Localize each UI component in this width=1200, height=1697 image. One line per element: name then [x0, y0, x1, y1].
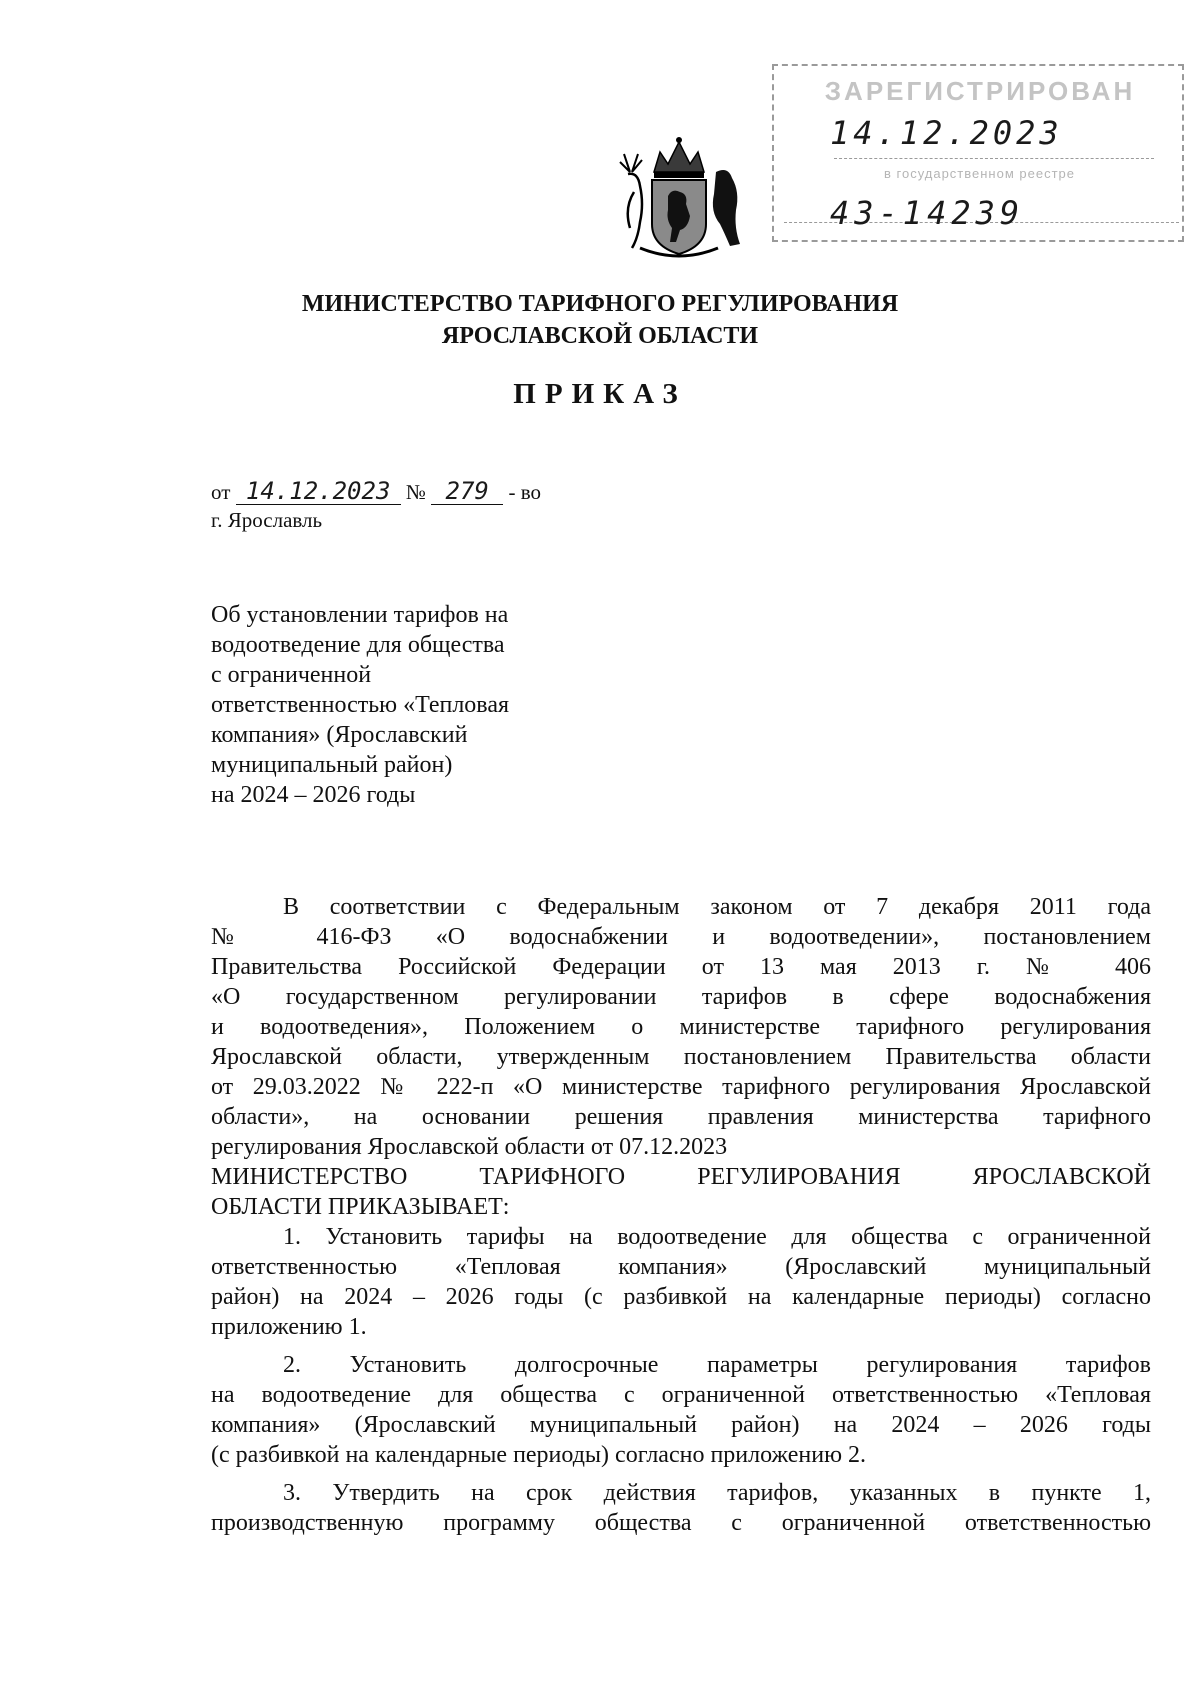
- subject-line: компания» (Ярославский: [211, 722, 468, 748]
- document-type: ПРИКАЗ: [513, 378, 687, 410]
- stamp-number: 43-14239: [830, 194, 1025, 232]
- body-line: и водоотведения», Положением о министерстве тарифного регулирования: [211, 1014, 1151, 1040]
- order-number-suffix: - во: [508, 480, 541, 504]
- order-subject: [211, 600, 591, 810]
- stamp-title: ЗАРЕГИСТРИРОВАН: [824, 76, 1136, 106]
- order-number-prefix: №: [405, 480, 426, 504]
- stamp-subtitle: в государственном реестре: [883, 166, 1075, 181]
- body-line: регулирования Ярославской области от 07.12.2023: [211, 1134, 728, 1160]
- decree-paragraph: [211, 1162, 1151, 1222]
- body-line: производственную программу общества с ограниченной ответственностью: [211, 1510, 1151, 1536]
- body-line: 3. Утвердить на срок действия тарифов, указанных в пункте 1,: [283, 1480, 1151, 1506]
- order-date: 14.12.2023: [236, 478, 401, 505]
- subject-line: ответственностью «Тепловая: [211, 692, 510, 718]
- order-city: г. Ярославль: [211, 508, 323, 532]
- body-line: 1. Установить тарифы на водоотведение для общества с ограниченной: [283, 1224, 1151, 1250]
- body-line: 2. Установить долгосрочные параметры регулирования тарифов: [283, 1352, 1151, 1378]
- subject-line: водоотведение для общества: [211, 632, 505, 658]
- body-line: области», на основании решения правления министерства тарифного: [211, 1104, 1151, 1130]
- preamble-paragraph: [211, 892, 1151, 1162]
- decree-line: МИНИСТЕРСТВО ТАРИФНОГО РЕГУЛИРОВАНИЯ ЯРОСЛАВСКОЙ: [211, 1164, 1151, 1190]
- body-line: компания» (Ярославский муниципальный район) на 2024 – 2026 годы: [211, 1412, 1151, 1438]
- ministry-name: [200, 288, 1000, 352]
- subject-line: с ограниченной: [211, 662, 372, 688]
- item-3-paragraph: [211, 1478, 1151, 1538]
- subject-line: на 2024 – 2026 годы: [211, 782, 416, 808]
- body-line: район) на 2024 – 2026 годы (с разбивкой на календарные периоды) согласно: [211, 1284, 1151, 1310]
- order-number: 279: [431, 478, 503, 505]
- subject-line: Об установлении тарифов на: [211, 602, 509, 628]
- body-line: приложению 1.: [211, 1314, 367, 1340]
- body-line: Ярославской области, утвержденным постановлением Правительства области: [211, 1044, 1151, 1070]
- coat-of-arms-emblem: [610, 132, 748, 264]
- order-date-prefix: от: [211, 480, 231, 504]
- body-line: ответственностью «Тепловая компания» (Ярославский муниципальный: [211, 1254, 1151, 1280]
- body-line: «О государственном регулировании тарифов в сфере водоснабжения: [211, 984, 1151, 1010]
- stamp-date: 14.12.2023: [830, 114, 1063, 152]
- ministry-name-line-2: ЯРОСЛАВСКОЙ ОБЛАСТИ: [441, 323, 759, 349]
- body-line: Правительства Российской Федерации от 13 мая 2013 г. № 406: [211, 954, 1151, 980]
- decree-line: ОБЛАСТИ ПРИКАЗЫВАЕТ:: [211, 1194, 510, 1220]
- registration-stamp: [772, 64, 1184, 242]
- item-1-paragraph: [211, 1222, 1151, 1342]
- body-line: на водоотведение для общества с ограниченной ответственностью «Тепловая: [211, 1382, 1151, 1408]
- order-body: [211, 892, 1151, 1538]
- stamp-date-line: [834, 158, 1154, 159]
- body-line: № 416-ФЗ «О водоснабжении и водоотведении», постановлением: [211, 924, 1151, 950]
- ministry-name-line-1: МИНИСТЕРСТВО ТАРИФНОГО РЕГУЛИРОВАНИЯ: [301, 291, 899, 317]
- body-line: от 29.03.2022 № 222-п «О министерстве тарифного регулирования Ярославской: [211, 1074, 1151, 1100]
- order-line: [211, 478, 541, 506]
- body-line: (с разбивкой на календарные периоды) согласно приложению 2.: [211, 1442, 867, 1468]
- subject-line: муниципальный район): [211, 752, 453, 778]
- body-line: В соответствии с Федеральным законом от 7 декабря 2011 года: [283, 894, 1151, 920]
- item-2-paragraph: [211, 1350, 1151, 1470]
